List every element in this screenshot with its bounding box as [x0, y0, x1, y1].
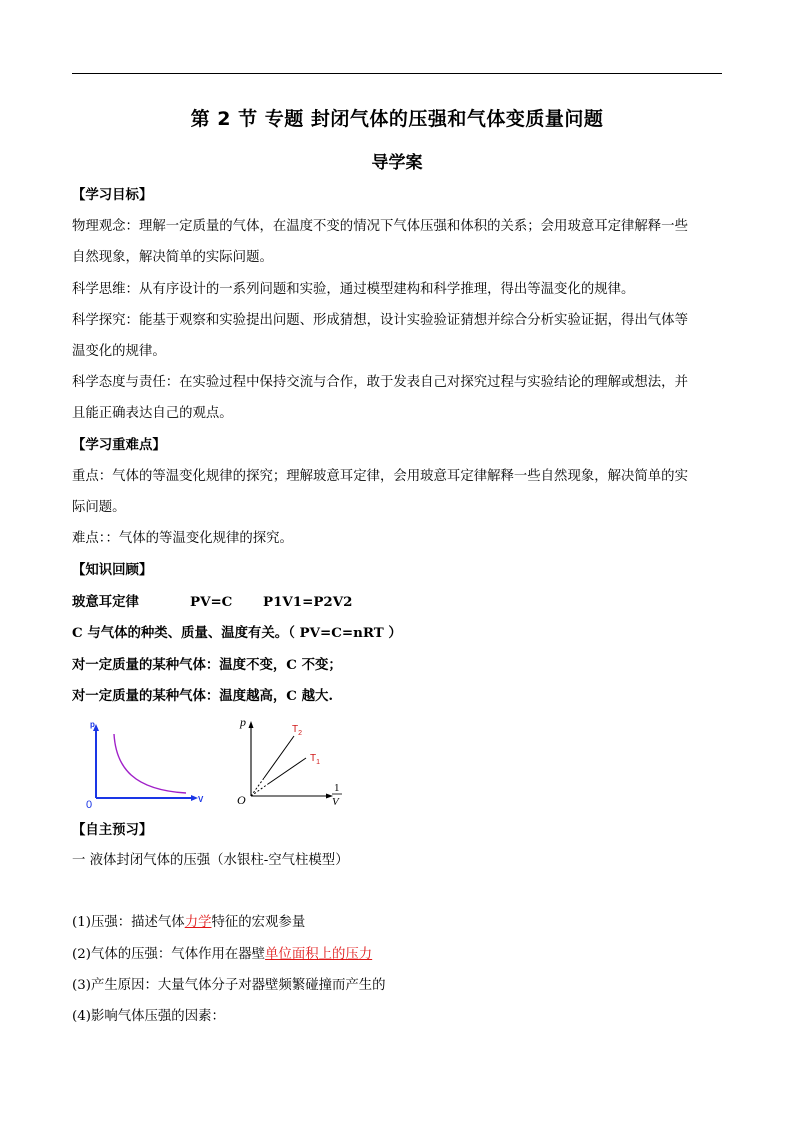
review-heading: 【知识回顾】 [72, 562, 153, 578]
preview-item-2 [72, 946, 372, 964]
objective-physics-line-2: 自然现象，解决简单的实际问题。 [72, 250, 273, 265]
item2-answer-red: 单位面积上的压力 [265, 947, 373, 962]
boyle-law-formula-1: PV=C [190, 594, 233, 610]
item1-suffix: 特征的宏观参量 [211, 915, 306, 930]
item1-answer-red: 力学 [184, 915, 212, 930]
pv-hyperbola-curve [114, 734, 186, 793]
objective-inquiry-line-2: 温变化的规律。 [72, 344, 166, 359]
review-higher-temp-line: 对一定质量的某种气体：温度越高，C 越大. [72, 688, 334, 704]
objective-attitude-line-1: 科学态度与责任：在实验过程中保持交流与合作，敢于发表自己对探究过程与实验结论的理解或想法，并 [72, 375, 688, 390]
preview-item-4: (4)影响气体压强的因素： [72, 1009, 225, 1024]
keypoint-line-2: 际问题。 [72, 500, 126, 515]
objective-physics-line-1: 物理观念：理解一定质量的气体，在温度不变的情况下气体压强和体积的关系；会用玻意耳定律解释一些 [72, 219, 688, 234]
pv-y-label: p [90, 720, 95, 729]
pv-x-arrow [191, 795, 198, 801]
t2-dashed-extension [251, 778, 264, 796]
t2-label-subscript: 2 [298, 730, 303, 737]
pinv-y-label: p [240, 715, 246, 729]
p-inverse-v-graph [232, 712, 352, 838]
pv-isotherm-graph [82, 716, 212, 812]
preview-item-3: (3)产生原因：大量气体分子对器壁频繁碰撞而产生的 [72, 978, 386, 993]
pv-origin-label: 0 [86, 799, 93, 811]
boyle-law-formula-2: P1V1=P2V2 [263, 594, 353, 610]
item1-prefix: (1)压强：描述气体 [72, 915, 185, 930]
t1-dashed-extension [251, 784, 268, 796]
keypoint-line-1: 重点：气体的等温变化规律的探究；理解玻意耳定律，会用玻意耳定律解释一些自然现象，解决简单的实 [72, 469, 688, 484]
pinv-y-arrow [249, 721, 254, 728]
pinv-origin-label: O [237, 793, 246, 807]
difficulty-line: 难点：：气体的等温变化规律的探究。 [72, 531, 293, 546]
page-title: 第 2 节 专题 封闭气体的压强和气体变质量问题 [190, 108, 604, 130]
t2-isotherm-line [264, 736, 294, 778]
pv-x-label: V [198, 795, 204, 804]
t2-label-text: T [292, 724, 299, 735]
t2-label [292, 724, 302, 737]
boyle-law-line [72, 593, 353, 611]
item2-prefix: (2)气体的压强：气体作用在器壁 [72, 947, 266, 962]
header-rule [72, 73, 722, 74]
preview-section-one: 一 液体封闭气体的压强（水银柱-空气柱模型） [72, 853, 349, 868]
t1-isotherm-line [268, 758, 306, 784]
pinv-x-label-numerator: 1 [334, 782, 340, 794]
objective-attitude-line-2: 且能正确表达自己的观点。 [72, 406, 233, 421]
page-subtitle: 导学案 [371, 153, 423, 173]
t1-label-text: T [310, 753, 317, 764]
keypoints-heading: 【学习重难点】 [72, 437, 166, 453]
review-c-line: C 与气体的种类、质量、温度有关。（ PV=C=nRT ） [72, 625, 402, 641]
objective-inquiry-line-1: 科学探究：能基于观察和实验提出问题、形成猜想，设计实验验证猜想并综合分析实验证据，得出气体等 [72, 313, 688, 328]
boyle-law-name: 玻意耳定律 [72, 594, 139, 610]
preview-item-1 [72, 914, 305, 932]
preview-heading: 【自主预习】 [72, 822, 153, 838]
pinv-x-label-denominator: V [332, 796, 339, 808]
objectives-heading: 【学习目标】 [72, 187, 153, 203]
t1-label-subscript: 1 [316, 759, 321, 766]
review-const-temp-line: 对一定质量的某种气体：温度不变，C 不变； [72, 657, 342, 673]
objective-thinking: 科学思维：从有序设计的一系列问题和实验，通过模型建构和科学推理，得出等温变化的规律。 [72, 282, 635, 297]
t1-label [310, 753, 320, 766]
